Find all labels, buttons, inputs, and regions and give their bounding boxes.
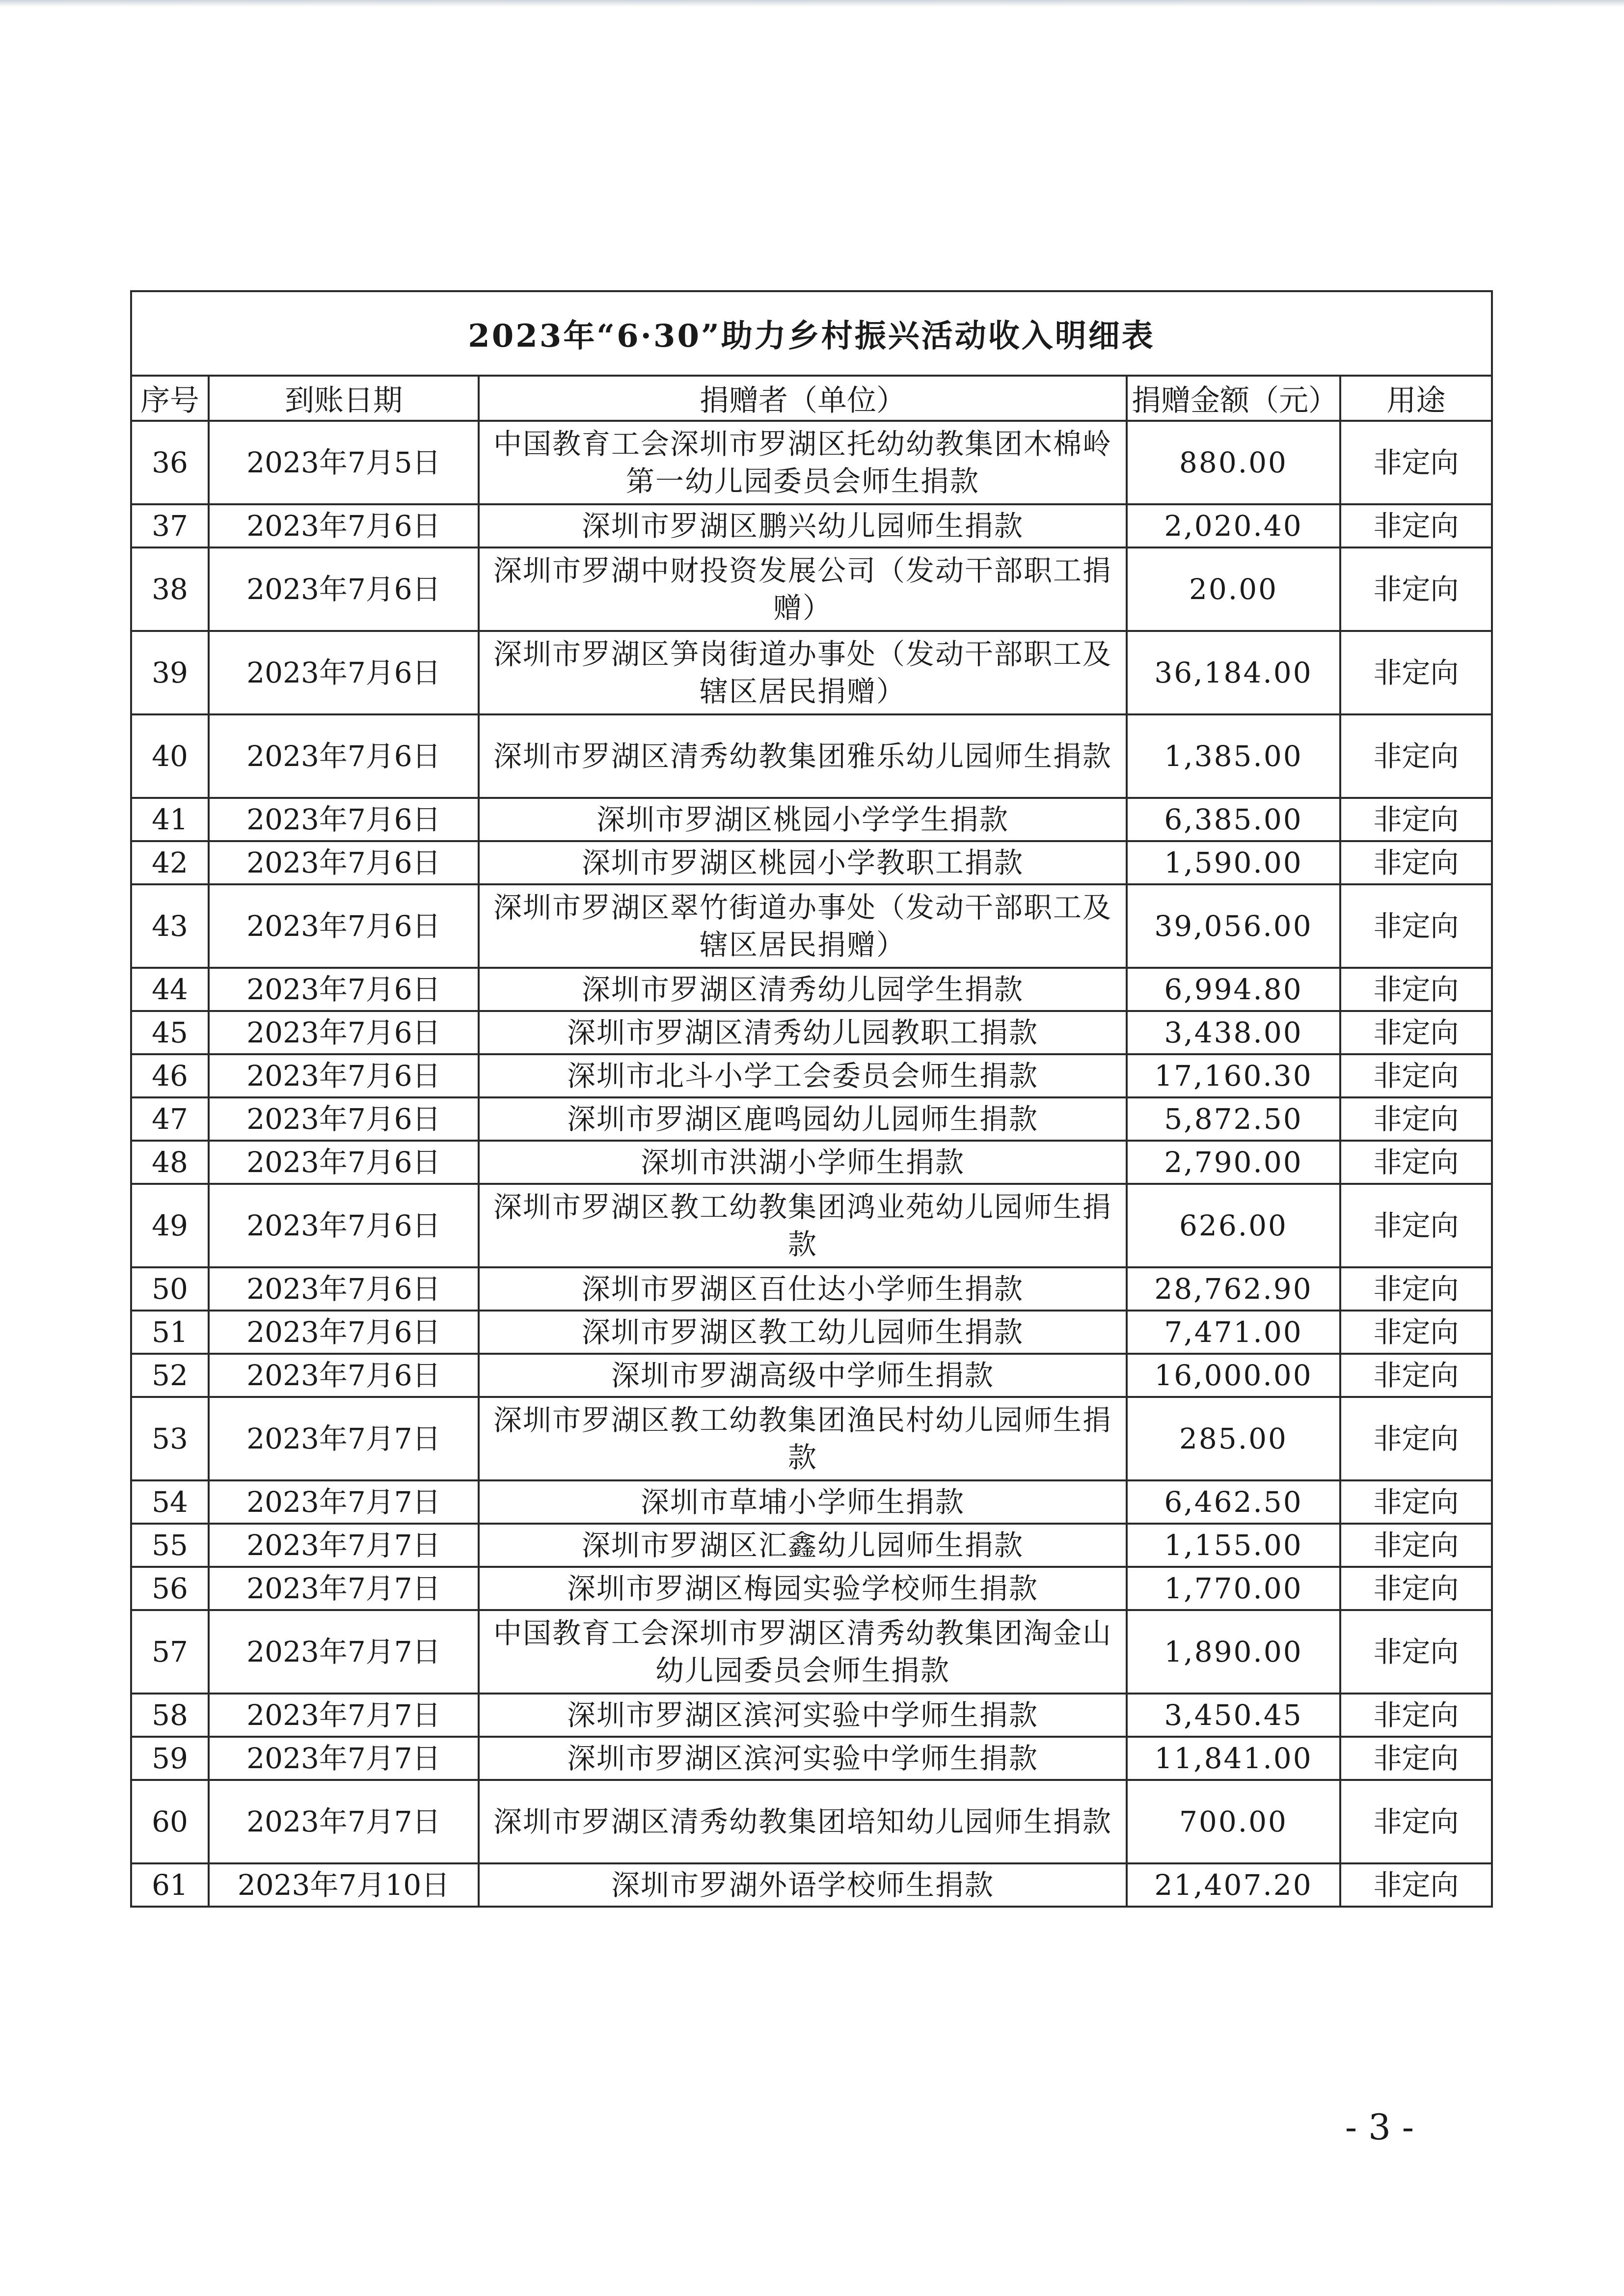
cell-amount: 36,184.00	[1127, 631, 1340, 714]
cell-donor: 深圳市罗湖外语学校师生捐款	[479, 1863, 1127, 1907]
cell-purpose: 非定向	[1340, 1397, 1492, 1480]
cell-purpose: 非定向	[1340, 1780, 1492, 1863]
cell-donor: 深圳市罗湖区梅园实验学校师生捐款	[479, 1567, 1127, 1610]
cell-donor: 深圳市罗湖区教工幼教集团渔民村幼儿园师生捐款	[479, 1397, 1127, 1480]
table-row	[131, 841, 1492, 884]
cell-amount: 1,770.00	[1127, 1567, 1340, 1610]
cell-serial-no: 49	[131, 1184, 209, 1267]
cell-purpose: 非定向	[1340, 631, 1492, 714]
donation-income-table	[130, 290, 1493, 1908]
cell-purpose: 非定向	[1340, 1141, 1492, 1184]
cell-purpose: 非定向	[1340, 1097, 1492, 1141]
table-row	[131, 1354, 1492, 1397]
table-row	[131, 1780, 1492, 1863]
table-row	[131, 1567, 1492, 1610]
table-row	[131, 714, 1492, 798]
cell-amount: 1,155.00	[1127, 1524, 1340, 1567]
scan-edge-shade	[0, 0, 1624, 7]
table-row	[131, 1097, 1492, 1141]
cell-serial-no: 38	[131, 547, 209, 631]
cell-donor: 深圳市罗湖区滨河实验中学师生捐款	[479, 1694, 1127, 1737]
cell-donor: 深圳市草埔小学师生捐款	[479, 1480, 1127, 1524]
cell-arrival-date: 2023年7月6日	[209, 1354, 479, 1397]
cell-donor: 深圳市罗湖区汇鑫幼儿园师生捐款	[479, 1524, 1127, 1567]
cell-serial-no: 53	[131, 1397, 209, 1480]
cell-arrival-date: 2023年7月5日	[209, 421, 479, 504]
cell-arrival-date: 2023年7月6日	[209, 1184, 479, 1267]
cell-arrival-date: 2023年7月6日	[209, 1011, 479, 1054]
table-row	[131, 1397, 1492, 1480]
table-row	[131, 1054, 1492, 1097]
cell-purpose: 非定向	[1340, 1354, 1492, 1397]
cell-arrival-date: 2023年7月7日	[209, 1524, 479, 1567]
table-row	[131, 1524, 1492, 1567]
cell-arrival-date: 2023年7月7日	[209, 1780, 479, 1863]
cell-arrival-date: 2023年7月6日	[209, 631, 479, 714]
cell-arrival-date: 2023年7月6日	[209, 884, 479, 968]
cell-arrival-date: 2023年7月7日	[209, 1694, 479, 1737]
cell-serial-no: 37	[131, 504, 209, 547]
cell-donor: 中国教育工会深圳市罗湖区托幼幼教集团木棉岭第一幼儿园委员会师生捐款	[479, 421, 1127, 504]
cell-amount: 880.00	[1127, 421, 1340, 504]
table-row	[131, 1863, 1492, 1907]
cell-purpose: 非定向	[1340, 1694, 1492, 1737]
cell-donor: 深圳市罗湖区翠竹街道办事处（发动干部职工及辖区居民捐赠）	[479, 884, 1127, 968]
cell-donor: 深圳市罗湖区滨河实验中学师生捐款	[479, 1737, 1127, 1780]
cell-serial-no: 54	[131, 1480, 209, 1524]
cell-amount: 6,462.50	[1127, 1480, 1340, 1524]
cell-donor: 深圳市罗湖区桃园小学学生捐款	[479, 798, 1127, 841]
cell-purpose: 非定向	[1340, 1184, 1492, 1267]
table-row	[131, 798, 1492, 841]
cell-purpose: 非定向	[1340, 1863, 1492, 1907]
cell-donor: 深圳市罗湖区桃园小学教职工捐款	[479, 841, 1127, 884]
table-title: 2023年“6·30”助力乡村振兴活动收入明细表	[131, 291, 1492, 376]
header-amount: 捐赠金额（元）	[1127, 376, 1340, 421]
table-row	[131, 1480, 1492, 1524]
cell-amount: 1,590.00	[1127, 841, 1340, 884]
cell-arrival-date: 2023年7月7日	[209, 1610, 479, 1694]
cell-serial-no: 40	[131, 714, 209, 798]
cell-amount: 17,160.30	[1127, 1054, 1340, 1097]
cell-serial-no: 50	[131, 1267, 209, 1311]
cell-amount: 28,762.90	[1127, 1267, 1340, 1311]
cell-purpose: 非定向	[1340, 1737, 1492, 1780]
cell-serial-no: 59	[131, 1737, 209, 1780]
table-row	[131, 1011, 1492, 1054]
cell-serial-no: 45	[131, 1011, 209, 1054]
header-serial-no: 序号	[131, 376, 209, 421]
table-row	[131, 547, 1492, 631]
cell-purpose: 非定向	[1340, 1567, 1492, 1610]
cell-arrival-date: 2023年7月6日	[209, 968, 479, 1011]
table-row	[131, 504, 1492, 547]
cell-serial-no: 41	[131, 798, 209, 841]
table-row	[131, 631, 1492, 714]
cell-arrival-date: 2023年7月6日	[209, 841, 479, 884]
table-row	[131, 1610, 1492, 1694]
cell-serial-no: 61	[131, 1863, 209, 1907]
cell-amount: 3,450.45	[1127, 1694, 1340, 1737]
cell-serial-no: 42	[131, 841, 209, 884]
cell-arrival-date: 2023年7月6日	[209, 798, 479, 841]
cell-donor: 深圳市罗湖区清秀幼儿园学生捐款	[479, 968, 1127, 1011]
cell-arrival-date: 2023年7月6日	[209, 1141, 479, 1184]
cell-serial-no: 47	[131, 1097, 209, 1141]
cell-arrival-date: 2023年7月6日	[209, 504, 479, 547]
cell-amount: 700.00	[1127, 1780, 1340, 1863]
cell-amount: 5,872.50	[1127, 1097, 1340, 1141]
cell-amount: 16,000.00	[1127, 1354, 1340, 1397]
cell-amount: 285.00	[1127, 1397, 1340, 1480]
cell-donor: 深圳市罗湖区笋岗街道办事处（发动干部职工及辖区居民捐赠）	[479, 631, 1127, 714]
cell-serial-no: 44	[131, 968, 209, 1011]
cell-purpose: 非定向	[1340, 714, 1492, 798]
cell-donor: 深圳市洪湖小学师生捐款	[479, 1141, 1127, 1184]
cell-arrival-date: 2023年7月7日	[209, 1480, 479, 1524]
cell-arrival-date: 2023年7月7日	[209, 1567, 479, 1610]
cell-purpose: 非定向	[1340, 421, 1492, 504]
cell-purpose: 非定向	[1340, 1524, 1492, 1567]
cell-amount: 20.00	[1127, 547, 1340, 631]
cell-purpose: 非定向	[1340, 1311, 1492, 1354]
cell-arrival-date: 2023年7月6日	[209, 547, 479, 631]
cell-amount: 1,890.00	[1127, 1610, 1340, 1694]
cell-arrival-date: 2023年7月6日	[209, 714, 479, 798]
cell-donor: 深圳市罗湖区清秀幼教集团雅乐幼儿园师生捐款	[479, 714, 1127, 798]
header-purpose: 用途	[1340, 376, 1492, 421]
cell-arrival-date: 2023年7月6日	[209, 1097, 479, 1141]
cell-donor: 深圳市罗湖区清秀幼儿园教职工捐款	[479, 1011, 1127, 1054]
cell-serial-no: 60	[131, 1780, 209, 1863]
cell-purpose: 非定向	[1340, 968, 1492, 1011]
cell-purpose: 非定向	[1340, 1267, 1492, 1311]
cell-donor: 深圳市罗湖区百仕达小学师生捐款	[479, 1267, 1127, 1311]
cell-donor: 深圳市罗湖区鹏兴幼儿园师生捐款	[479, 504, 1127, 547]
page-number: - 3 -	[1345, 2106, 1414, 2148]
cell-donor: 中国教育工会深圳市罗湖区清秀幼教集团淘金山幼儿园委员会师生捐款	[479, 1610, 1127, 1694]
cell-amount: 11,841.00	[1127, 1737, 1340, 1780]
cell-purpose: 非定向	[1340, 1054, 1492, 1097]
table-row	[131, 1184, 1492, 1267]
table-row	[131, 1311, 1492, 1354]
cell-arrival-date: 2023年7月7日	[209, 1397, 479, 1480]
header-donor: 捐赠者（单位）	[479, 376, 1127, 421]
cell-amount: 3,438.00	[1127, 1011, 1340, 1054]
table-row	[131, 1267, 1492, 1311]
cell-serial-no: 57	[131, 1610, 209, 1694]
table-row	[131, 968, 1492, 1011]
cell-purpose: 非定向	[1340, 1610, 1492, 1694]
cell-purpose: 非定向	[1340, 1011, 1492, 1054]
cell-purpose: 非定向	[1340, 1480, 1492, 1524]
cell-serial-no: 56	[131, 1567, 209, 1610]
cell-arrival-date: 2023年7月7日	[209, 1737, 479, 1780]
table-row	[131, 1737, 1492, 1780]
cell-serial-no: 48	[131, 1141, 209, 1184]
cell-purpose: 非定向	[1340, 547, 1492, 631]
cell-purpose: 非定向	[1340, 504, 1492, 547]
cell-purpose: 非定向	[1340, 841, 1492, 884]
cell-serial-no: 51	[131, 1311, 209, 1354]
cell-amount: 39,056.00	[1127, 884, 1340, 968]
cell-serial-no: 58	[131, 1694, 209, 1737]
cell-serial-no: 39	[131, 631, 209, 714]
cell-arrival-date: 2023年7月6日	[209, 1054, 479, 1097]
cell-arrival-date: 2023年7月6日	[209, 1267, 479, 1311]
table-row	[131, 1694, 1492, 1737]
table-row	[131, 1141, 1492, 1184]
cell-donor: 深圳市罗湖区清秀幼教集团培知幼儿园师生捐款	[479, 1780, 1127, 1863]
table-body	[131, 421, 1492, 1907]
cell-donor: 深圳市罗湖区教工幼儿园师生捐款	[479, 1311, 1127, 1354]
table-row	[131, 884, 1492, 968]
cell-amount: 626.00	[1127, 1184, 1340, 1267]
cell-serial-no: 52	[131, 1354, 209, 1397]
cell-donor: 深圳市罗湖中财投资发展公司（发动干部职工捐赠）	[479, 547, 1127, 631]
cell-serial-no: 46	[131, 1054, 209, 1097]
cell-donor: 深圳市罗湖高级中学师生捐款	[479, 1354, 1127, 1397]
cell-purpose: 非定向	[1340, 884, 1492, 968]
cell-donor: 深圳市罗湖区鹿鸣园幼儿园师生捐款	[479, 1097, 1127, 1141]
cell-purpose: 非定向	[1340, 798, 1492, 841]
cell-amount: 2,790.00	[1127, 1141, 1340, 1184]
cell-serial-no: 36	[131, 421, 209, 504]
table-row	[131, 421, 1492, 504]
cell-amount: 2,020.40	[1127, 504, 1340, 547]
cell-arrival-date: 2023年7月10日	[209, 1863, 479, 1907]
cell-amount: 6,994.80	[1127, 968, 1340, 1011]
cell-arrival-date: 2023年7月6日	[209, 1311, 479, 1354]
cell-donor: 深圳市罗湖区教工幼教集团鸿业苑幼儿园师生捐款	[479, 1184, 1127, 1267]
cell-amount: 6,385.00	[1127, 798, 1340, 841]
cell-serial-no: 43	[131, 884, 209, 968]
cell-serial-no: 55	[131, 1524, 209, 1567]
cell-donor: 深圳市北斗小学工会委员会师生捐款	[479, 1054, 1127, 1097]
cell-amount: 7,471.00	[1127, 1311, 1340, 1354]
cell-amount: 21,407.20	[1127, 1863, 1340, 1907]
header-arrival-date: 到账日期	[209, 376, 479, 421]
cell-amount: 1,385.00	[1127, 714, 1340, 798]
